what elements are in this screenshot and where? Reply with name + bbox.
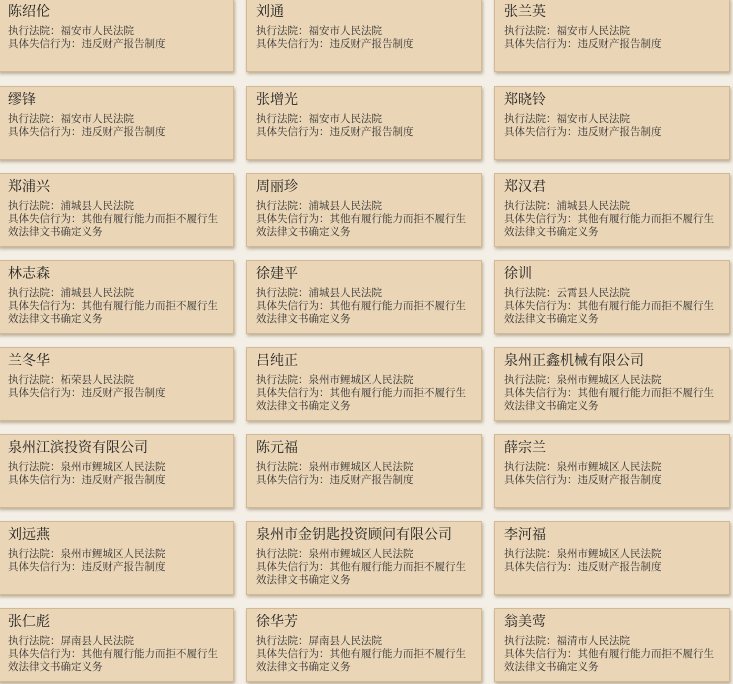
behavior-value: 其他有履行能力而拒不履行生效法律文书确定义务	[8, 213, 218, 238]
behavior-label: 具体失信行为：	[256, 474, 330, 486]
defaulter-name[interactable]: 徐训	[504, 266, 532, 282]
court-value: 浦城县人民法院	[60, 287, 134, 299]
behavior-value: 违反财产报告制度	[81, 38, 166, 50]
court-value: 屏南县人民法院	[60, 635, 134, 647]
defaulter-name[interactable]: 陈绍伦	[8, 4, 50, 20]
defaulter-card[interactable]	[246, 86, 482, 160]
behavior-label: 具体失信行为：	[8, 126, 82, 138]
behavior-value: 违反财产报告制度	[329, 474, 414, 486]
defaulter-card[interactable]	[0, 86, 234, 160]
defaulter-card[interactable]	[494, 0, 730, 72]
behavior-label: 具体失信行为：	[256, 126, 330, 138]
court-value: 福安市人民法院	[60, 25, 134, 37]
defaulter-card[interactable]	[0, 608, 234, 682]
behavior-value: 违反财产报告制度	[81, 561, 166, 573]
court-label: 执行法院：	[8, 113, 61, 125]
behavior-value: 其他有履行能力而拒不履行生效法律文书确定义务	[256, 648, 466, 673]
court-line	[256, 200, 472, 213]
behavior-label: 具体失信行为：	[256, 213, 330, 225]
behavior-line	[8, 300, 224, 326]
behavior-label: 具体失信行为：	[8, 387, 82, 399]
court-line	[8, 635, 224, 648]
defaulter-name[interactable]: 泉州市金钥匙投资顾问有限公司	[256, 527, 452, 543]
court-label: 执行法院：	[504, 374, 557, 386]
court-label: 执行法院：	[504, 200, 557, 212]
behavior-line	[8, 561, 224, 574]
court-value: 泉州市鲤城区人民法院	[60, 548, 166, 560]
behavior-line	[504, 126, 720, 139]
court-value: 云霄县人民法院	[556, 287, 630, 299]
defaulter-card[interactable]	[246, 434, 482, 508]
defaulter-card[interactable]	[494, 521, 730, 595]
court-value: 泉州市鲤城区人民法院	[556, 374, 662, 386]
court-label: 执行法院：	[504, 287, 557, 299]
behavior-line	[8, 213, 224, 239]
behavior-label: 具体失信行为：	[504, 387, 578, 399]
defaulter-name[interactable]: 张兰英	[504, 4, 546, 20]
defaulter-card[interactable]	[246, 0, 482, 72]
behavior-line	[504, 387, 720, 413]
court-line	[504, 635, 720, 648]
defaulter-card[interactable]	[494, 608, 730, 682]
court-line	[256, 25, 472, 38]
behavior-value: 违反财产报告制度	[81, 387, 166, 399]
court-value: 泉州市鲤城区人民法院	[308, 548, 414, 560]
defaulter-card[interactable]	[0, 347, 234, 421]
defaulter-card[interactable]	[246, 521, 482, 595]
behavior-value: 违反财产报告制度	[81, 474, 166, 486]
defaulter-name[interactable]: 张增光	[256, 92, 298, 108]
behavior-line	[256, 300, 472, 326]
defaulter-name[interactable]: 徐华芳	[256, 614, 298, 630]
court-line	[256, 461, 472, 474]
court-label: 执行法院：	[504, 461, 557, 473]
court-value: 泉州市鲤城区人民法院	[308, 374, 414, 386]
court-label: 执行法院：	[256, 374, 309, 386]
defaulter-card[interactable]	[494, 260, 730, 334]
court-value: 福安市人民法院	[556, 25, 630, 37]
court-label: 执行法院：	[256, 25, 309, 37]
behavior-label: 具体失信行为：	[256, 38, 330, 50]
defaulter-card[interactable]	[494, 173, 730, 247]
defaulter-card[interactable]	[494, 86, 730, 160]
behavior-line	[8, 38, 224, 51]
defaulter-name[interactable]: 缪锋	[8, 92, 36, 108]
court-value: 福安市人民法院	[556, 113, 630, 125]
behavior-line	[504, 213, 720, 239]
court-label: 执行法院：	[8, 548, 61, 560]
court-value: 福安市人民法院	[308, 113, 382, 125]
behavior-line	[256, 126, 472, 139]
defaulter-name[interactable]: 林志森	[8, 266, 50, 282]
behavior-value: 其他有履行能力而拒不履行生效法律文书确定义务	[8, 648, 218, 673]
defaulter-card[interactable]	[246, 608, 482, 682]
court-line	[504, 287, 720, 300]
defaulter-name[interactable]: 吕纯正	[256, 353, 298, 369]
court-value: 泉州市鲤城区人民法院	[556, 548, 662, 560]
behavior-value: 其他有履行能力而拒不履行生效法律文书确定义务	[256, 300, 466, 325]
behavior-value: 违反财产报告制度	[577, 38, 662, 50]
court-label: 执行法院：	[256, 635, 309, 647]
behavior-value: 其他有履行能力而拒不履行生效法律文书确定义务	[8, 300, 218, 325]
behavior-value: 违反财产报告制度	[577, 561, 662, 573]
defaulter-card[interactable]	[246, 173, 482, 247]
behavior-line	[256, 561, 472, 587]
court-value: 福安市人民法院	[308, 25, 382, 37]
behavior-label: 具体失信行为：	[256, 561, 330, 573]
behavior-line	[504, 561, 720, 574]
behavior-label: 具体失信行为：	[8, 213, 82, 225]
defaulter-card[interactable]	[0, 521, 234, 595]
court-label: 执行法院：	[8, 374, 61, 386]
behavior-value: 其他有履行能力而拒不履行生效法律文书确定义务	[256, 387, 466, 412]
court-line	[8, 113, 224, 126]
behavior-value: 违反财产报告制度	[329, 38, 414, 50]
defaulter-name[interactable]: 翁美莺	[504, 614, 546, 630]
court-value: 泉州市鲤城区人民法院	[60, 461, 166, 473]
behavior-label: 具体失信行为：	[504, 126, 578, 138]
court-label: 执行法院：	[256, 113, 309, 125]
behavior-line	[504, 300, 720, 326]
behavior-label: 具体失信行为：	[504, 38, 578, 50]
behavior-line	[8, 648, 224, 674]
behavior-line	[256, 648, 472, 674]
court-line	[256, 287, 472, 300]
behavior-line	[8, 474, 224, 487]
defaulter-card[interactable]	[494, 434, 730, 508]
behavior-line	[504, 648, 720, 674]
behavior-value: 违反财产报告制度	[81, 126, 166, 138]
court-label: 执行法院：	[256, 287, 309, 299]
court-label: 执行法院：	[8, 25, 61, 37]
behavior-label: 具体失信行为：	[8, 38, 82, 50]
court-label: 执行法院：	[8, 461, 61, 473]
defaulter-name[interactable]: 郑晓铃	[504, 92, 546, 108]
defaulter-name[interactable]: 李河福	[504, 527, 546, 543]
behavior-label: 具体失信行为：	[256, 387, 330, 399]
defaulter-card[interactable]	[0, 0, 234, 72]
defaulter-name[interactable]: 薛宗兰	[504, 440, 546, 456]
behavior-line	[256, 213, 472, 239]
defaulter-name[interactable]: 泉州正鑫机械有限公司	[504, 353, 644, 369]
court-line	[256, 374, 472, 387]
defaulter-card[interactable]	[0, 260, 234, 334]
behavior-label: 具体失信行为：	[504, 300, 578, 312]
court-value: 泉州市鲤城区人民法院	[308, 461, 414, 473]
defaulter-card[interactable]	[0, 173, 234, 247]
behavior-value: 其他有履行能力而拒不履行生效法律文书确定义务	[504, 648, 714, 673]
court-line	[8, 548, 224, 561]
behavior-label: 具体失信行为：	[8, 561, 82, 573]
court-value: 福清市人民法院	[556, 635, 630, 647]
court-label: 执行法院：	[8, 200, 61, 212]
behavior-label: 具体失信行为：	[504, 561, 578, 573]
court-value: 浦城县人民法院	[308, 200, 382, 212]
court-line	[8, 25, 224, 38]
behavior-value: 其他有履行能力而拒不履行生效法律文书确定义务	[504, 387, 714, 412]
defaulter-name[interactable]: 刘通	[256, 4, 284, 20]
behavior-value: 违反财产报告制度	[577, 126, 662, 138]
behavior-label: 具体失信行为：	[504, 474, 578, 486]
behavior-line	[256, 38, 472, 51]
court-value: 福安市人民法院	[60, 113, 134, 125]
court-label: 执行法院：	[504, 113, 557, 125]
court-label: 执行法院：	[8, 635, 61, 647]
court-line	[8, 374, 224, 387]
court-line	[8, 461, 224, 474]
behavior-value: 其他有履行能力而拒不履行生效法律文书确定义务	[504, 300, 714, 325]
court-value: 浦城县人民法院	[60, 200, 134, 212]
behavior-value: 违反财产报告制度	[577, 474, 662, 486]
behavior-label: 具体失信行为：	[504, 648, 578, 660]
behavior-line	[8, 387, 224, 400]
court-line	[504, 200, 720, 213]
defaulter-card[interactable]	[246, 347, 482, 421]
defaulter-name[interactable]: 刘远燕	[8, 527, 50, 543]
court-label: 执行法院：	[504, 548, 557, 560]
court-line	[8, 200, 224, 213]
behavior-line	[8, 126, 224, 139]
behavior-value: 违反财产报告制度	[329, 126, 414, 138]
defaulter-name[interactable]: 陈元福	[256, 440, 298, 456]
court-line	[504, 461, 720, 474]
behavior-label: 具体失信行为：	[8, 300, 82, 312]
court-line	[504, 113, 720, 126]
behavior-value: 其他有履行能力而拒不履行生效法律文书确定义务	[256, 561, 466, 586]
behavior-line	[256, 474, 472, 487]
court-label: 执行法院：	[256, 200, 309, 212]
court-line	[256, 635, 472, 648]
court-line	[504, 548, 720, 561]
behavior-label: 具体失信行为：	[256, 648, 330, 660]
defaulter-card[interactable]	[494, 347, 730, 421]
court-value: 柘荣县人民法院	[60, 374, 134, 386]
court-line	[8, 287, 224, 300]
behavior-line	[504, 38, 720, 51]
defaulter-name[interactable]: 张仁彪	[8, 614, 50, 630]
behavior-value: 其他有履行能力而拒不履行生效法律文书确定义务	[256, 213, 466, 238]
defaulter-name[interactable]: 徐建平	[256, 266, 298, 282]
behavior-value: 其他有履行能力而拒不履行生效法律文书确定义务	[504, 213, 714, 238]
court-line	[504, 25, 720, 38]
court-label: 执行法院：	[504, 25, 557, 37]
behavior-label: 具体失信行为：	[8, 648, 82, 660]
court-line	[256, 113, 472, 126]
defaulter-card[interactable]	[0, 434, 234, 508]
behavior-label: 具体失信行为：	[256, 300, 330, 312]
defaulter-card[interactable]	[246, 260, 482, 334]
behavior-label: 具体失信行为：	[8, 474, 82, 486]
behavior-line	[256, 387, 472, 413]
defaulter-name[interactable]: 郑浦兴	[8, 179, 50, 195]
court-value: 浦城县人民法院	[556, 200, 630, 212]
court-label: 执行法院：	[256, 548, 309, 560]
court-line	[504, 374, 720, 387]
court-label: 执行法院：	[256, 461, 309, 473]
behavior-line	[504, 474, 720, 487]
court-value: 泉州市鲤城区人民法院	[556, 461, 662, 473]
court-line	[256, 548, 472, 561]
behavior-label: 具体失信行为：	[504, 213, 578, 225]
defaulter-name[interactable]: 泉州江滨投资有限公司	[8, 440, 148, 456]
court-label: 执行法院：	[504, 635, 557, 647]
court-value: 浦城县人民法院	[308, 287, 382, 299]
defaulter-name[interactable]: 兰冬华	[8, 353, 50, 369]
defaulter-name[interactable]: 周丽珍	[256, 179, 298, 195]
court-value: 屏南县人民法院	[308, 635, 382, 647]
defaulter-name[interactable]: 郑汉君	[504, 179, 546, 195]
court-label: 执行法院：	[8, 287, 61, 299]
